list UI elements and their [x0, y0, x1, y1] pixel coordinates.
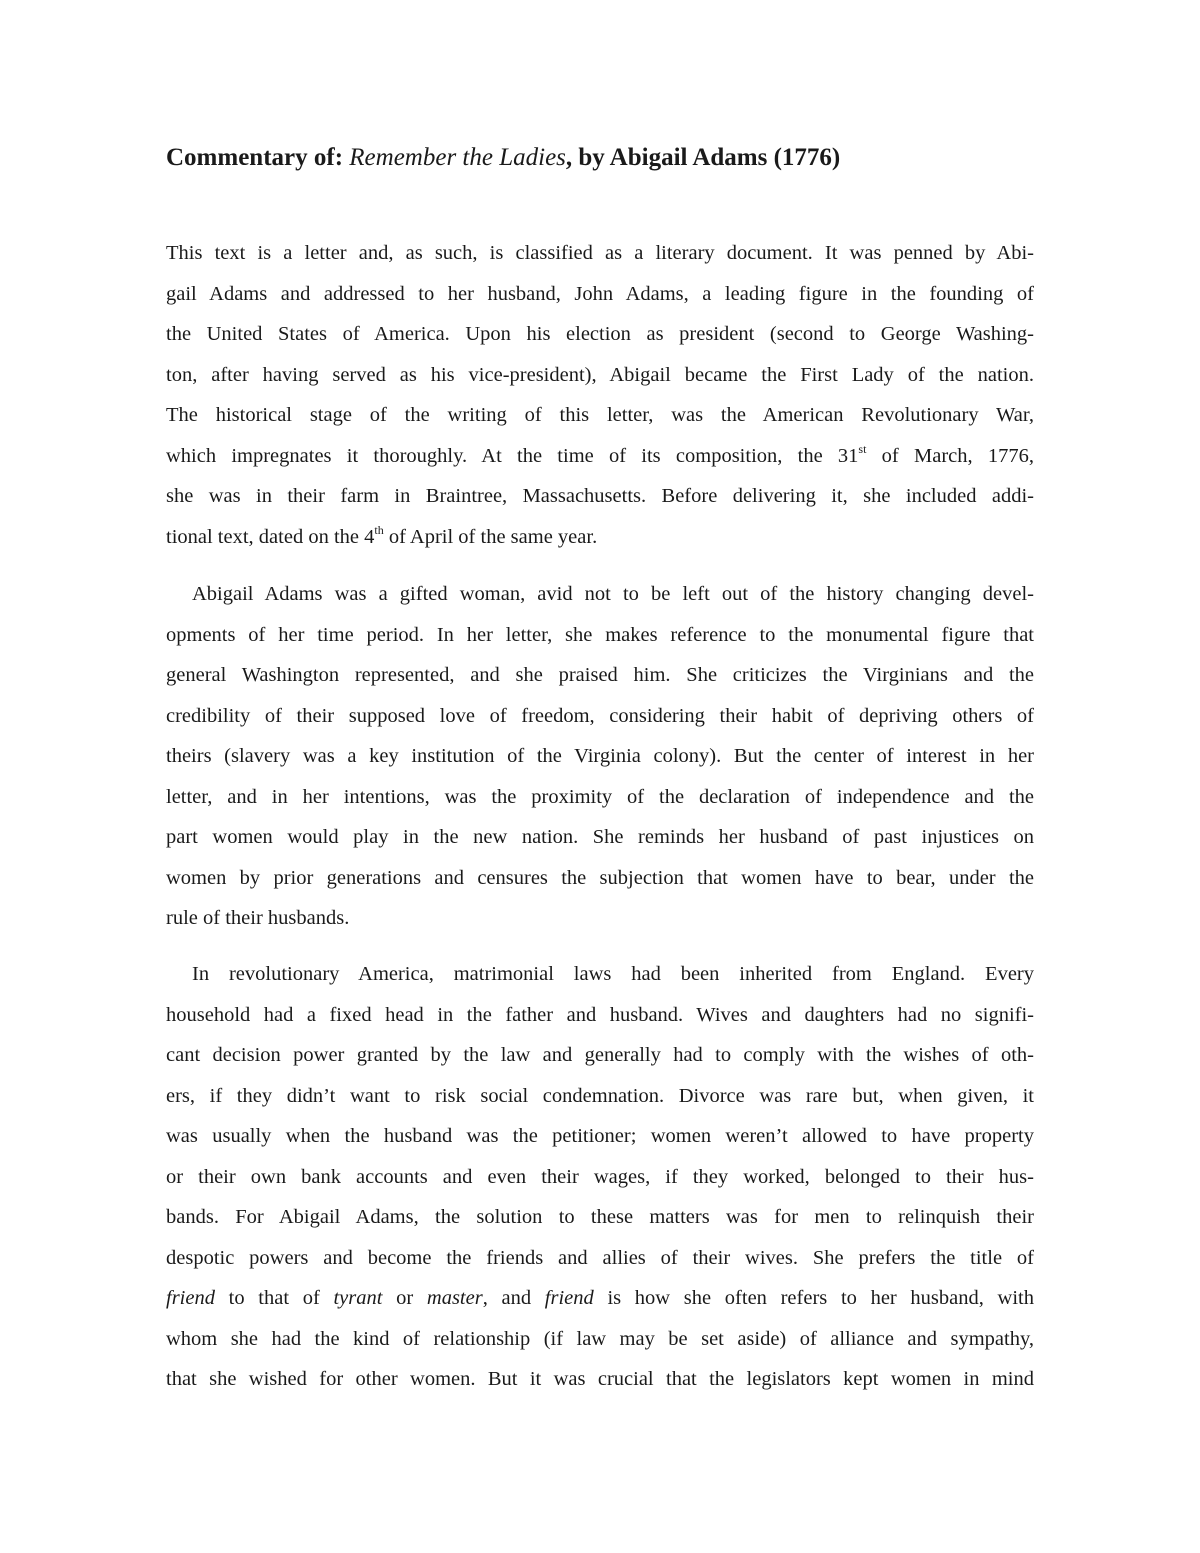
paragraph-line: bands. For Abigail Adams, the solution to these matters was for men to relinquish their: [166, 1206, 1034, 1228]
line-text: of April of the same year.: [383, 525, 598, 548]
paragraph-line: rule of their husbands.: [166, 907, 350, 929]
paragraph-3: [166, 954, 1034, 1400]
paragraph-line: [166, 517, 1034, 558]
paragraph-line: or their own bank accounts and even their wages, if they worked, belonged to their hus-: [166, 1165, 1034, 1188]
paragraph-line: ers, if they didn’t want to risk social condemnation. Divorce was rare but, when given, it: [166, 1084, 1034, 1107]
paragraph-line: The historical stage of the writing of this letter, was the American Revolutionary War,: [166, 404, 1034, 426]
paragraph-line: women by prior generations and censures the subjection that women have to bear, under the: [166, 866, 1034, 889]
paragraph-line: was usually when the husband was the petitioner; women weren’t allowed to have property: [166, 1125, 1034, 1147]
paragraph-line: credibility of their supposed love of freedom, considering their habit of depriving others of: [166, 704, 1034, 727]
paragraph-line: part women would play in the new nation. She reminds her husband of past injustices on: [166, 826, 1034, 848]
line-text: of March, 1776,: [866, 444, 1034, 467]
line-text: or: [382, 1287, 427, 1309]
title-suffix: , by Abigail Adams (1776): [565, 144, 841, 171]
emphasis-tyrant: tyrant: [333, 1287, 383, 1309]
paragraph-line: theirs (slavery was a key institution of the Virginia colony). But the center of interest in her: [166, 745, 1034, 767]
title-prefix: Commentary of:: [166, 144, 344, 171]
line-text: , and: [482, 1287, 545, 1309]
paragraph-2: [166, 574, 1034, 939]
ordinal-suffix: st: [858, 441, 867, 456]
paragraph-line: In revolutionary America, matrimonial laws had been inherited from England. Every: [192, 963, 1034, 985]
line-text: is how she often refers to her husband, with: [593, 1287, 1035, 1309]
paragraph-line: cant decision power granted by the law and generally had to comply with the wishes of oth-: [166, 1044, 1034, 1066]
paragraph-line: despotic powers and become the friends and allies of their wives. She prefers the title of: [166, 1246, 1034, 1269]
paragraph-line: [166, 1278, 1034, 1319]
paragraph-line: Abigail Adams was a gifted woman, avid not to be left out of the history changing devel-: [192, 583, 1034, 605]
line-text: to that of: [214, 1287, 334, 1309]
line-text: which impregnates it thoroughly. At the time of its composition, the 31: [166, 444, 859, 467]
paragraph-line: [166, 436, 1034, 477]
paragraph-line: general Washington represented, and she praised him. She criticizes the Virginians and the: [166, 664, 1034, 686]
paragraph-line: This text is a letter and, as such, is classified as a literary document. It was penned by Abi-: [166, 242, 1034, 264]
paragraph-line: gail Adams and addressed to her husband, John Adams, a leading figure in the founding of: [166, 282, 1034, 305]
ordinal-suffix: th: [374, 522, 384, 537]
paragraph-line: the United States of America. Upon his election as president (second to George Washing-: [166, 323, 1034, 345]
emphasis-friend: friend: [166, 1287, 215, 1309]
paragraph-1: [166, 233, 1034, 557]
paragraph-line: that she wished for other women. But it was crucial that the legislators kept women in mind: [166, 1368, 1034, 1390]
paragraph-line: whom she had the kind of relationship (if law may be set aside) of alliance and sympathy,: [166, 1327, 1034, 1350]
paragraph-line: ton, after having served as his vice-president), Abigail became the First Lady of the nation.: [166, 363, 1034, 386]
emphasis-friend: friend: [544, 1287, 594, 1309]
paragraph-line: opments of her time period. In her letter, she makes reference to the monumental figure that: [166, 623, 1034, 646]
paragraph-line: she was in their farm in Braintree, Massachusetts. Before delivering it, she included addi-: [166, 485, 1034, 507]
line-text: tional text, dated on the 4: [166, 525, 375, 548]
paragraph-line: letter, and in her intentions, was the proximity of the declaration of independence and the: [166, 785, 1034, 808]
paragraph-line: household had a fixed head in the father and husband. Wives and daughters had no signifi-: [166, 1003, 1034, 1026]
document-title: [166, 140, 1046, 176]
emphasis-master: master: [426, 1287, 483, 1309]
title-work: Remember the Ladies: [349, 144, 566, 171]
